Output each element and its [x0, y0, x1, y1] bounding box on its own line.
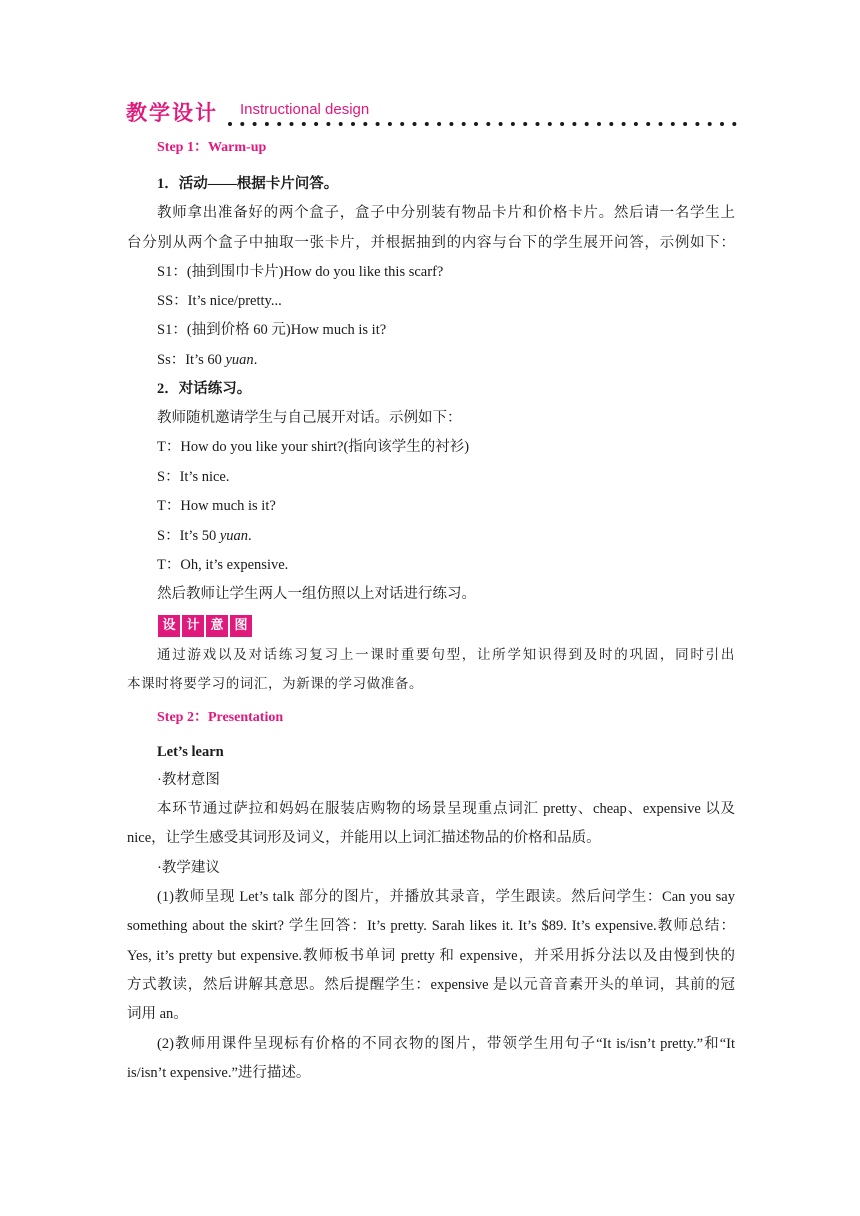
suggestion1-line4: 方式教读，然后讲解其意思。然后提醒学生：expensive 是以元音音素开头的单词，其前的冠 — [127, 977, 735, 993]
section-header — [126, 99, 736, 131]
header-dot — [277, 122, 281, 126]
header-dot — [732, 122, 736, 126]
suggestion2-line1: (2)教师用课件呈现标有价格的不同衣物的图片，带领学生用句子“It is/isn’t pretty.”和“It — [157, 1036, 735, 1052]
dialog1-line4-italic: yuan — [225, 352, 254, 368]
header-dot — [499, 122, 503, 126]
header-dot — [240, 122, 244, 126]
dialog2-line3: T：How much is it? — [157, 498, 276, 514]
dialog2-line1: T：How do you like your shirt?(指向该学生的衬衫) — [157, 439, 470, 455]
design-intent-line2: 本课时将要学习的词汇，为新课的学习做准备。 — [127, 676, 424, 692]
dialog1-line3: S1：(抽到价格 60 元)How much is it? — [157, 322, 387, 338]
header-dot — [228, 122, 232, 126]
header-dot — [326, 122, 330, 126]
header-dot — [449, 122, 453, 126]
header-dot — [646, 122, 650, 126]
badge-char: 设 — [158, 615, 180, 637]
header-dot — [425, 122, 429, 126]
material-intent-line2: nice，让学生感受其词形及词义，并能用以上词汇描述物品的价格和品质。 — [127, 830, 601, 846]
step2-subtitle: Let’s learn — [157, 744, 224, 760]
header-dot — [708, 122, 712, 126]
suggestion1-line3: Yes, it’s pretty but expensive.教师板书单词 pretty 和 expensive，并采用拆分法以及由慢到快的 — [127, 948, 735, 964]
badge-char: 图 — [230, 615, 252, 637]
header-dot — [622, 122, 626, 126]
header-dot — [720, 122, 724, 126]
material-intent-line1: 本环节通过萨拉和妈妈在服装店购物的场景呈现重点词汇 pretty、cheap、expensive 以及 — [157, 801, 735, 817]
header-dot — [474, 122, 478, 126]
dialog2-line5: T：Oh, it’s expensive. — [157, 557, 289, 573]
dialog2-line4-italic: yuan — [219, 528, 249, 544]
suggestion1-line5: 词用 an。 — [127, 1006, 188, 1022]
badge-char: 计 — [182, 615, 204, 637]
suggestion1-line1: (1)教师呈现 Let’s talk 部分的图片，并播放其录音，学生跟读。然后问学生：Can you say — [157, 889, 735, 905]
header-dot — [634, 122, 638, 126]
dialog1-line4-prefix: Ss：It’s 60 — [157, 352, 226, 368]
header-dot — [536, 122, 540, 126]
dialog1-line4 — [157, 350, 257, 370]
header-title: 教学设计 — [126, 101, 218, 125]
header-dot — [363, 122, 367, 126]
header-dot — [437, 122, 441, 126]
header-dot — [486, 122, 490, 126]
header-dot — [462, 122, 466, 126]
bullet-teaching-suggestion: ·教学建议 — [157, 860, 220, 876]
practice-text: 然后教师让学生两人一组仿照以上对话进行练习。 — [157, 586, 476, 602]
header-dot — [560, 122, 564, 126]
bullet-material-intent: ·教材意图 — [157, 772, 220, 788]
header-dot — [265, 122, 269, 126]
header-dot — [659, 122, 663, 126]
dialog2-line4-suffix: . — [248, 528, 252, 544]
step1-title: Step 1：Warm-up — [157, 140, 267, 155]
header-dot — [314, 122, 318, 126]
dialog2-line4 — [157, 526, 252, 546]
badge-char: 意 — [206, 615, 228, 637]
activity2-desc: 教师随机邀请学生与自己展开对话。示例如下： — [157, 410, 462, 426]
activity1-title: 1．活动——根据卡片问答。 — [157, 176, 339, 192]
header-dot — [597, 122, 601, 126]
header-dot — [388, 122, 392, 126]
activity1-desc-line2: 台分别从两个盒子中抽取一张卡片，并根据抽到的内容与台下的学生展开问答，示例如下： — [127, 235, 735, 251]
dotted-rule-icon — [226, 120, 738, 128]
activity1-desc-line1: 教师拿出准备好的两个盒子，盒子中分别装有物品卡片和价格卡片。然后请一名学生上 — [157, 205, 735, 221]
header-dot — [290, 122, 294, 126]
header-dot — [609, 122, 613, 126]
dialog2-line4-prefix: S：It’s 50 — [157, 528, 220, 544]
header-dot — [351, 122, 355, 126]
header-dot — [671, 122, 675, 126]
suggestion1-line2: something about the skirt? 学生回答：It’s pretty. Sarah likes it. It’s $89. It’s expensive.教师总结： — [127, 918, 735, 934]
header-dot — [548, 122, 552, 126]
header-dot — [253, 122, 257, 126]
design-intent-badge — [158, 615, 254, 637]
design-intent-line1: 通过游戏以及对话练习复习上一课时重要句型，让所学知识得到及时的巩固，同时引出 — [157, 647, 735, 663]
suggestion2-line2: is/isn’t expensive.”进行描述。 — [127, 1065, 311, 1081]
header-dot — [572, 122, 576, 126]
header-dot — [511, 122, 515, 126]
header-dot — [376, 122, 380, 126]
header-dot — [400, 122, 404, 126]
header-dot — [302, 122, 306, 126]
header-dot — [413, 122, 417, 126]
header-dot — [585, 122, 589, 126]
header-dot — [523, 122, 527, 126]
activity2-title: 2．对话练习。 — [157, 381, 252, 397]
dialog2-line2: S：It’s nice. — [157, 469, 230, 485]
header-dot — [683, 122, 687, 126]
header-dot — [339, 122, 343, 126]
step2-title: Step 2：Presentation — [157, 710, 284, 725]
dialog1-line1: S1：(抽到围巾卡片)How do you like this scarf? — [157, 264, 444, 280]
dialog1-line4-suffix: . — [253, 352, 258, 368]
header-subtitle: Instructional design — [240, 101, 370, 118]
dialog1-line2: SS：It’s nice/pretty... — [157, 293, 282, 309]
header-dot — [695, 122, 699, 126]
